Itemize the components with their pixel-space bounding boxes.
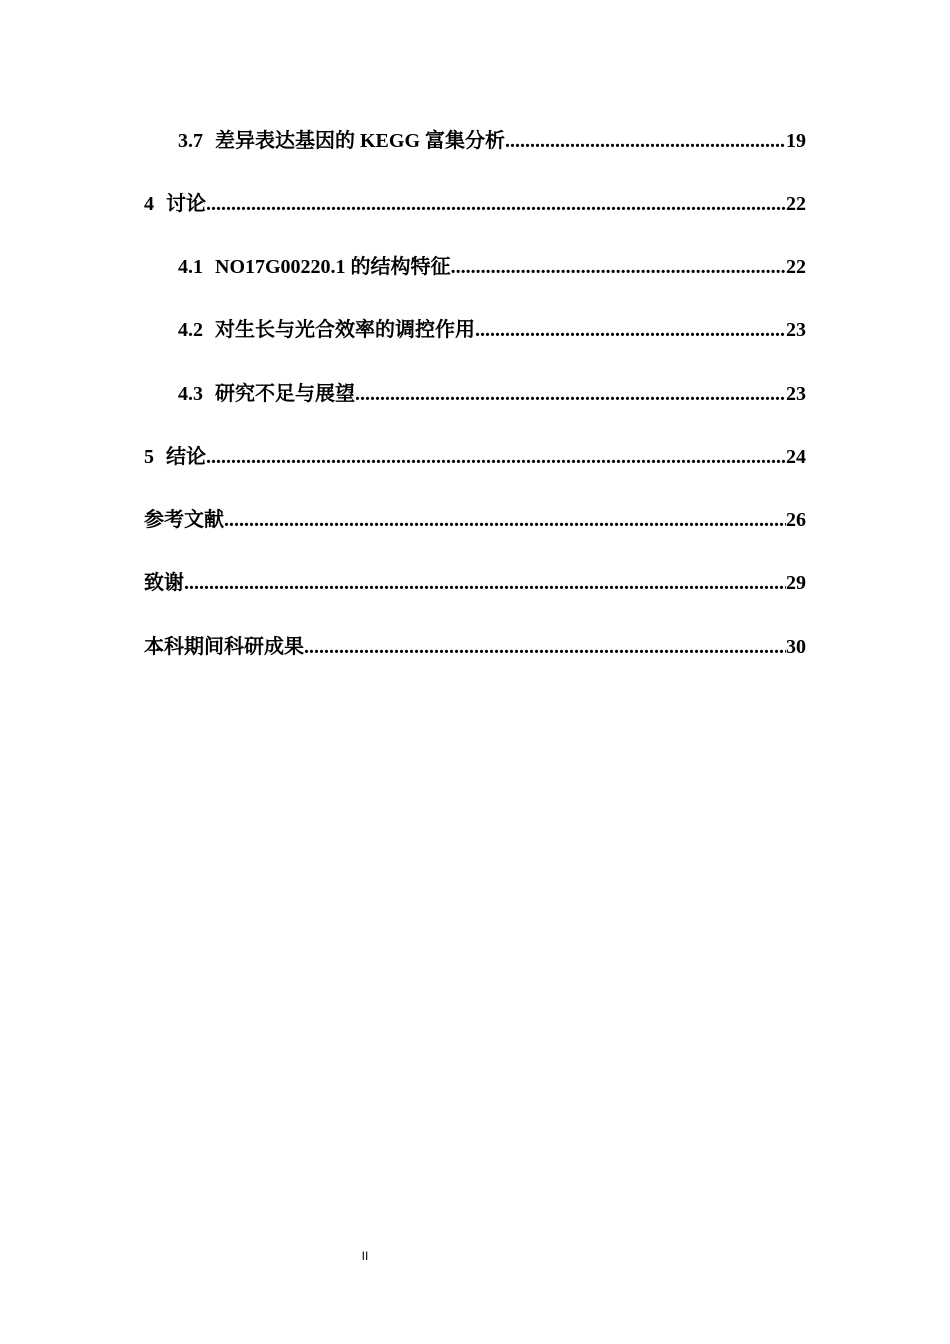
toc-entry-title: 本科期间科研成果 (144, 636, 304, 658)
toc-entry-4[interactable] (144, 189, 806, 219)
page-number: II (361, 1249, 369, 1263)
toc-entry-page: 23 (786, 319, 806, 341)
dot-leader (505, 126, 786, 156)
toc-entry-title: 致谢 (144, 572, 184, 594)
toc-entry-number: 4 (144, 193, 154, 215)
toc-entry-5[interactable] (144, 442, 806, 472)
dot-leader (206, 189, 786, 219)
toc-entry-number: 4.2 (178, 319, 203, 341)
toc-entry-4-3[interactable] (178, 379, 806, 409)
toc-entry-title: NO17G00220.1 的结构特征 (215, 256, 451, 278)
toc-entry-page: 22 (786, 193, 806, 215)
toc-entry-4-1[interactable] (178, 252, 806, 282)
toc-entry-research-outputs[interactable] (144, 632, 806, 662)
dot-leader (184, 568, 786, 598)
toc-entry-3-7[interactable] (178, 126, 806, 156)
toc-entry-page: 26 (786, 509, 806, 531)
toc-entry-number: 4.3 (178, 383, 203, 405)
dot-leader (355, 379, 786, 409)
toc-entry-title: 对生长与光合效率的调控作用 (215, 319, 475, 341)
toc-entry-title: 研究不足与展望 (215, 383, 355, 405)
dot-leader (304, 632, 786, 662)
dot-leader (451, 252, 786, 282)
toc-entry-title: 结论 (166, 446, 206, 468)
toc-entry-title: 参考文献 (144, 509, 224, 531)
toc-entry-number: 4.1 (178, 256, 203, 278)
toc-entry-page: 22 (786, 256, 806, 278)
dot-leader (475, 315, 786, 345)
dot-leader (224, 505, 786, 535)
toc-entry-page: 30 (786, 636, 806, 658)
toc-entry-title: 差异表达基因的 KEGG 富集分析 (215, 130, 506, 152)
toc-entry-page: 19 (786, 130, 806, 152)
dot-leader (206, 442, 786, 472)
toc-entry-page: 23 (786, 383, 806, 405)
toc-entry-page: 29 (786, 572, 806, 594)
toc-entry-number: 5 (144, 446, 154, 468)
toc-entry-references[interactable] (144, 505, 806, 535)
toc-entry-page: 24 (786, 446, 806, 468)
toc-entry-number: 3.7 (178, 130, 203, 152)
toc-entry-4-2[interactable] (178, 315, 806, 345)
toc-entry-acknowledgements[interactable] (144, 568, 806, 598)
toc-entry-title: 讨论 (166, 193, 206, 215)
